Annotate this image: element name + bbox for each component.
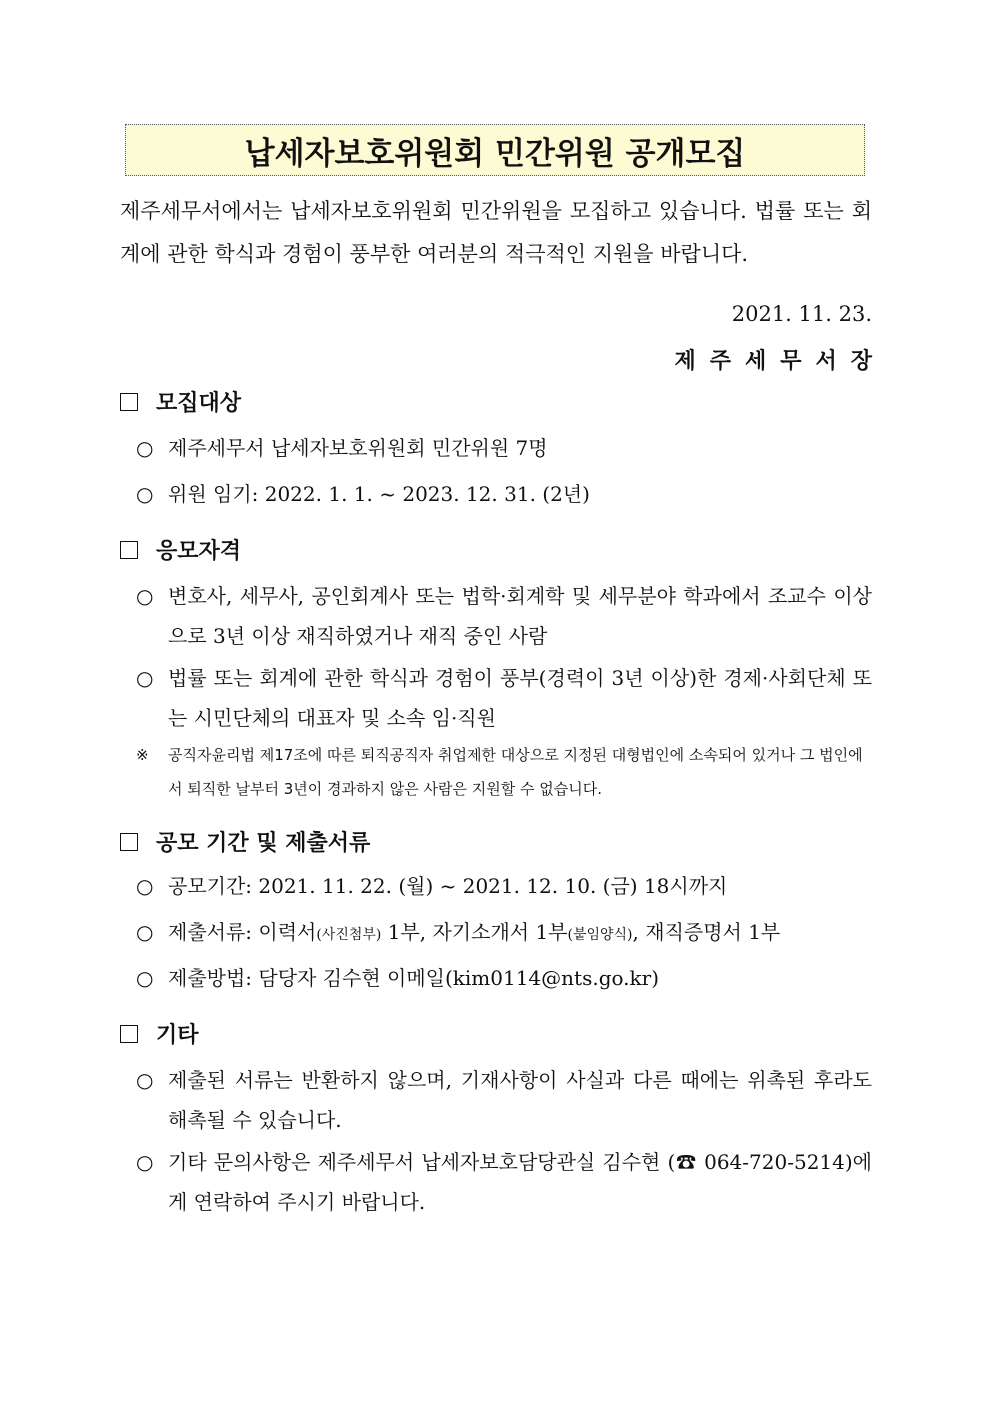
circle-bullet-icon: ○ bbox=[136, 666, 154, 690]
section-heading-other: 기타 bbox=[120, 1018, 199, 1049]
title-box bbox=[125, 124, 865, 176]
list-item: ○ 공모기간: 2021. 11. 22. (월) ~ 2021. 12. 10. (금) 18시까지 bbox=[136, 866, 872, 906]
intro-paragraph: 제주세무서에서는 납세자보호위원회 민간위원을 모집하고 있습니다. 법률 또는 회계에 관한 학식과 경험이 풍부한 여러분의 적극적인 지원을 바랍니다. bbox=[120, 199, 872, 266]
list-item: ○ 변호사, 세무사, 공인회계사 또는 법학·회계학 및 세무분야 학과에서 조교수 이상으로 3년 이상 재직하였거나 재직 중인 사람 bbox=[136, 576, 872, 656]
list-item: ○ 법률 또는 회계에 관한 학식과 경험이 풍부(경력이 3년 이상)한 경제·사회단체 또는 시민단체의 대표자 및 소속 임·직원 bbox=[136, 658, 872, 738]
page-title: 납세자보호위원회 민간위원 공개모집 bbox=[244, 135, 746, 172]
signer: 제주세무서장 bbox=[674, 348, 886, 374]
circle-bullet-icon: ○ bbox=[136, 920, 154, 944]
checkbox-icon bbox=[120, 833, 138, 851]
section-heading-recruit-target: 모집대상 bbox=[120, 386, 241, 417]
list-item: ○ 제출된 서류는 반환하지 않으며, 기재사항이 사실과 다른 때에는 위촉된 후라도 해촉될 수 있습니다. bbox=[136, 1060, 872, 1140]
circle-bullet-icon: ○ bbox=[136, 966, 154, 990]
checkbox-icon bbox=[120, 393, 138, 411]
circle-bullet-icon: ○ bbox=[136, 1068, 154, 1092]
circle-bullet-icon: ○ bbox=[136, 1150, 154, 1174]
reference-mark-icon: ※ bbox=[136, 746, 149, 764]
checkbox-icon bbox=[120, 1025, 138, 1043]
list-item-documents: ○ 제출서류: 이력서(사진첨부) 1부, 자기소개서 1부(붙임양식), 재직증명서 1부 bbox=[136, 912, 872, 955]
section-heading-period-documents: 공모 기간 및 제출서류 bbox=[120, 826, 370, 857]
list-item: ○ 위원 임기: 2022. 1. 1. ~ 2023. 12. 31. (2년) bbox=[136, 474, 872, 514]
list-item: ○ 기타 문의사항은 제주세무서 납세자보호담당관실 김수현 (☎ 064-720-5214)에게 연락하여 주시기 바랍니다. bbox=[136, 1142, 872, 1222]
circle-bullet-icon: ○ bbox=[136, 874, 154, 898]
restriction-note: ※ 공직자윤리법 제17조에 따른 퇴직공직자 취업제한 대상으로 지정된 대형법인에 소속되어 있거나 그 법인에서 퇴직한 날부터 3년이 경과하지 않은 사람은 지원할 수 없습니다. bbox=[136, 738, 872, 806]
notice-date: 2021. 11. 23. bbox=[731, 302, 872, 326]
circle-bullet-icon: ○ bbox=[136, 584, 154, 608]
circle-bullet-icon: ○ bbox=[136, 482, 154, 506]
checkbox-icon bbox=[120, 541, 138, 559]
circle-bullet-icon: ○ bbox=[136, 436, 154, 460]
list-item: ○ 제주세무서 납세자보호위원회 민간위원 7명 bbox=[136, 428, 872, 468]
section-heading-qualification: 응모자격 bbox=[120, 534, 241, 565]
list-item: ○ 제출방법: 담당자 김수현 이메일(kim0114@nts.go.kr) bbox=[136, 958, 872, 998]
